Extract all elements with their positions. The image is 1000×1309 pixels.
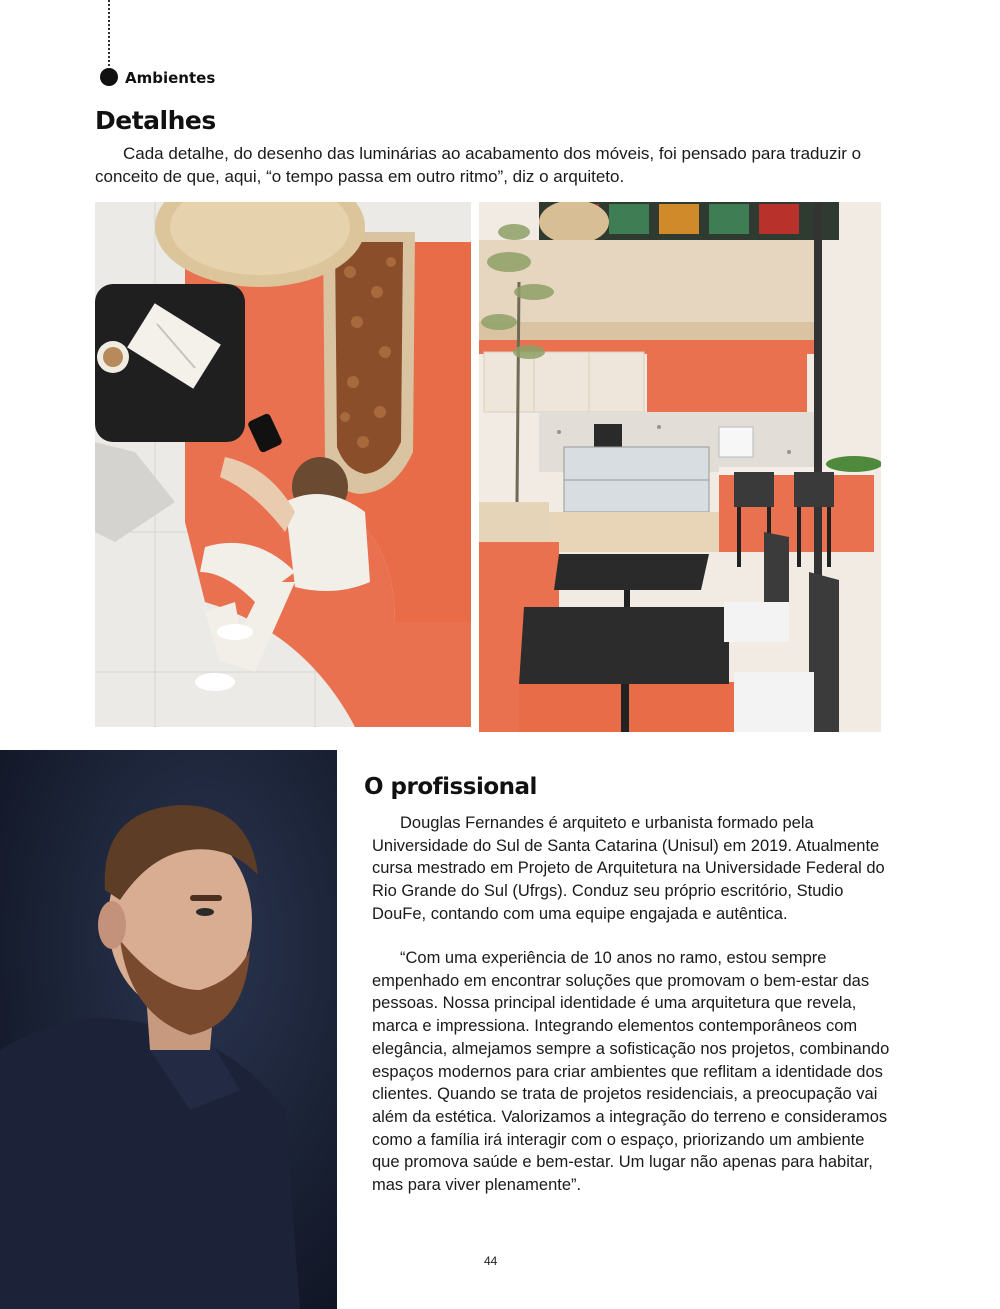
professional-heading: O profissional xyxy=(364,774,537,800)
section-label: Ambientes xyxy=(125,69,216,87)
architect-portrait-photo xyxy=(0,750,337,1309)
overhead-bench-photo xyxy=(95,202,471,727)
cafe-interior-photo xyxy=(479,202,881,732)
section-bullet-icon xyxy=(100,68,118,86)
professional-quote-paragraph: “Com uma experiência de 10 anos no ramo, estou sempre empenhado em encontrar soluções que promovam o bem-estar das pessoas. Nossa principal identidade é uma arquitetura que revela, marca e impressiona. Integrando elementos contemporâneos com elegância, almejamos sempre a sofisticação nos projetos, combinando espaços modernos para criar ambientes que reflitam a identidade dos clientes. Quando se trata de projetos residenciais, a preocupação vai além da estética. Valorizamos a integração do terreno e consideramos como a família irá interagir com o espaço, priorizando um ambiente que promova saúde e bem-estar. Um lugar não apenas para habitar, mas para viver plenamente”. xyxy=(372,949,890,1195)
cafe-interior-illustration xyxy=(479,202,881,732)
page-number: 44 xyxy=(484,1254,498,1268)
overhead-bench-illustration xyxy=(95,202,471,727)
details-heading: Detalhes xyxy=(95,106,216,135)
details-paragraph: Cada detalhe, do desenho das luminárias ao acabamento dos móveis, foi pensado para traduzir o conceito de que, aqui, “o tempo passa em outro ritmo”, diz o arquiteto. xyxy=(95,144,862,186)
dotted-guide-line xyxy=(108,0,110,66)
architect-portrait-illustration xyxy=(0,750,337,1309)
professional-bio-paragraph: Douglas Fernandes é arquiteto e urbanista formado pela Universidade do Sul de Santa Catarina (Unisul) em 2019. Atualmente cursa mestrado em Projeto de Arquitetura na Universidade Federal do Rio Grande do Sul (Ufrgs). Conduz seu próprio escritório, Studio DouFe, contando com uma equipe engajada e autêntica. xyxy=(372,814,885,923)
